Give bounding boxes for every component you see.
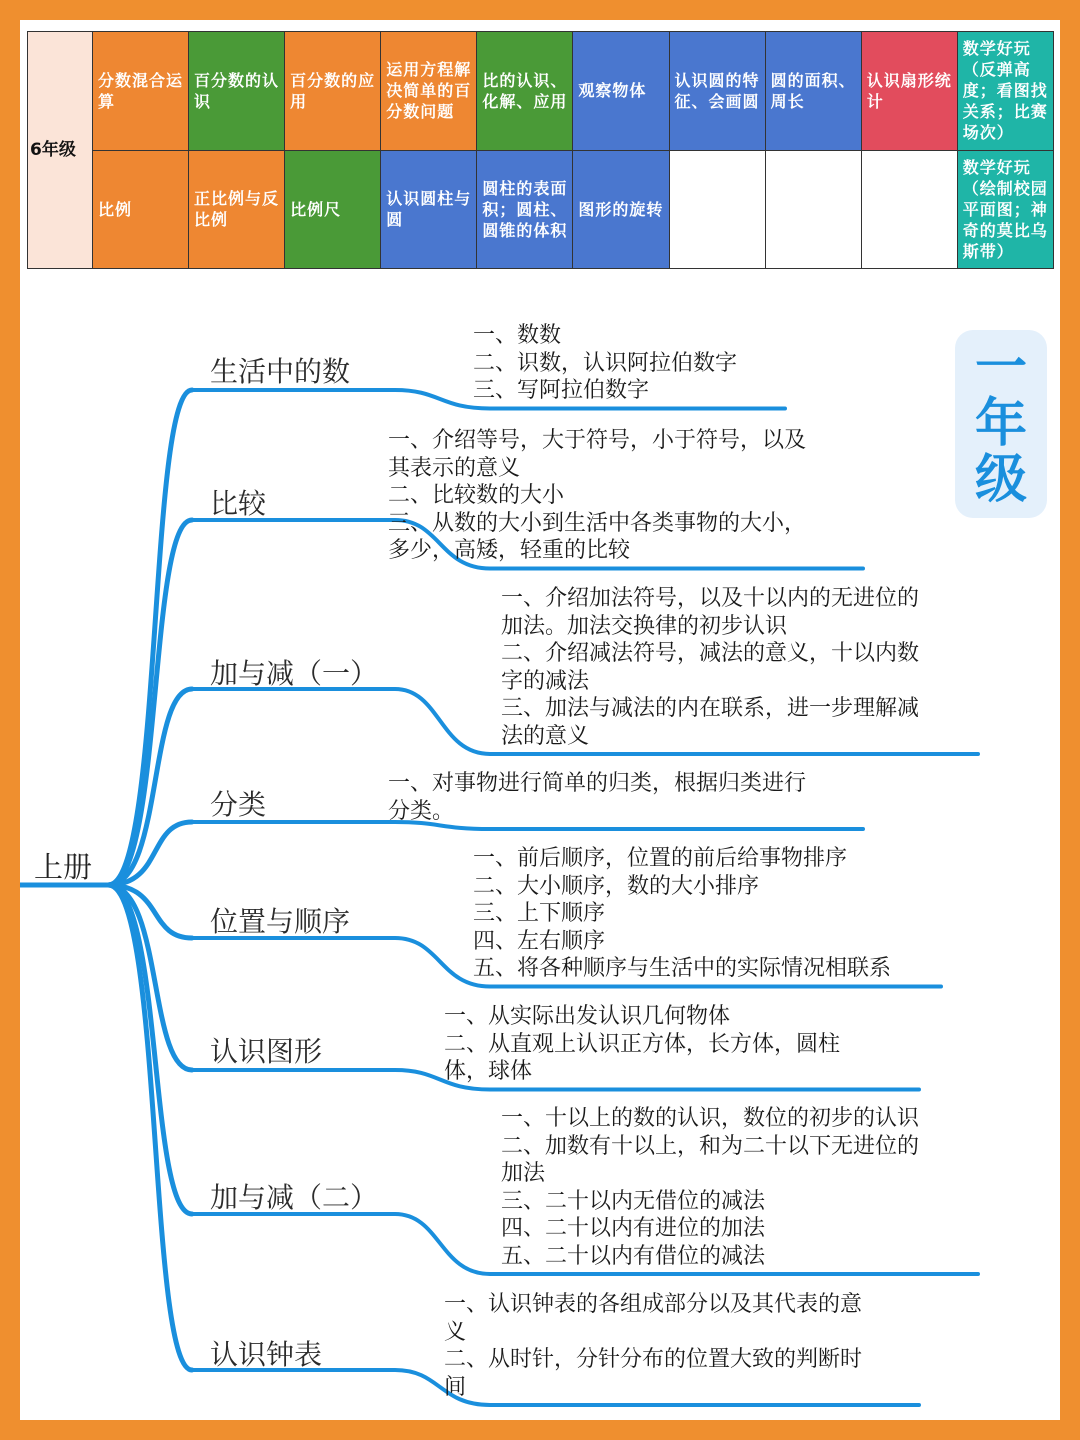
subtopic-line: 五、二十以内有借位的减法 [501, 1243, 766, 1269]
table-cell: 百分数的认识 [189, 32, 285, 151]
subtopic-line: 四、二十以内有进位的加法 [501, 1216, 766, 1241]
table-cell: 圆的面积、周长 [765, 32, 861, 151]
branch-subtopics [473, 845, 891, 983]
subtopic-line: 多少，高矮，轻重的比较 [388, 538, 631, 563]
subtopic-line: 一、十以上的数的认识，数位的初步的认识 [501, 1106, 920, 1131]
branch-label: 位置与顺序 [210, 905, 351, 938]
table-cell: 认识扇形统计 [861, 32, 957, 151]
table-cell: 正比例与反比例 [189, 150, 285, 269]
branch-connector [108, 885, 192, 1070]
branch-label: 比较 [210, 487, 267, 520]
page-frame [20, 20, 1060, 1420]
table-cell: 图形的旋转 [573, 150, 669, 269]
branch-subtopics [501, 1105, 919, 1270]
branch-label: 分类 [210, 788, 267, 821]
mind-map [20, 20, 1060, 1420]
branch-subtopics [501, 585, 919, 750]
subtopic-line: 一、介绍加法符号，以及十以内的无进位的 [501, 586, 920, 611]
subtopic-line: 三、从数的大小到生活中各类事物的大小， [388, 510, 807, 536]
branch-subtopics [444, 1291, 862, 1401]
subtopic-line: 义 [444, 1319, 467, 1345]
branch-subtopics [473, 322, 737, 405]
subtopic-line: 二、介绍减法符号，减法的意义，十以内数 [501, 641, 920, 666]
grade-badge [955, 330, 1047, 518]
subtopic-line: 间 [444, 1374, 467, 1400]
branch-label: 认识钟表 [210, 1338, 323, 1371]
subtopic-line: 二、比较数的大小 [388, 483, 565, 508]
subtopic-line: 分类。 [388, 798, 455, 824]
root-label-shangce: 上册 [34, 850, 93, 884]
branch-label: 生活中的数 [210, 355, 351, 388]
subtopic-line: 一、从实际出发认识几何物体 [444, 1004, 731, 1029]
grade-label-cell: 6年级 [28, 32, 93, 269]
subtopic-line: 字的减法 [501, 668, 590, 694]
subtopic-line: 一、认识钟表的各组成部分以及其代表的意 [444, 1292, 863, 1317]
subtopic-line: 五、将各种顺序与生活中的实际情况相联系 [473, 956, 892, 981]
badge-char: 一 [974, 338, 1027, 398]
subtopic-line: 三、加法与减法的内在联系，进一步理解减 [501, 696, 920, 721]
subtopic-line: 一、对事物进行简单的归类，根据归类进行 [388, 771, 807, 796]
subtopic-line: 一、介绍等号，大于符号，小于符号，以及 [388, 428, 807, 453]
subtopic-line: 其表示的意义 [388, 455, 521, 481]
table-cell: 圆柱的表面积；圆柱、圆锥的体积 [477, 150, 573, 269]
table-cell: 数学好玩（绘制校园平面图；神奇的莫比乌斯带） [957, 150, 1053, 269]
subtopic-line: 加法 [501, 1161, 546, 1186]
table-cell: 百分数的应用 [285, 32, 381, 151]
subtopic-line: 一、前后顺序，位置的前后给事物排序 [473, 846, 848, 871]
branch-subtopics [388, 770, 806, 825]
table-cell: 运用方程解决简单的百分数问题 [381, 32, 477, 151]
subtopic-line: 一、数数 [473, 323, 562, 348]
table-cell: 认识圆的特征、会画圆 [669, 32, 765, 151]
subtopic-line: 三、写阿拉伯数字 [473, 378, 650, 403]
table-cell: 比的认识、化解、应用 [477, 32, 573, 151]
subtopic-line: 二、识数，认识阿拉伯数字 [473, 350, 738, 376]
subtopic-line: 二、从直观上认识正方体，长方体，圆柱 [444, 1031, 841, 1057]
branch-subtopics [444, 1003, 840, 1086]
table-cell: 分数混合运算 [92, 32, 188, 151]
table-cell: 比例尺 [285, 150, 381, 269]
branch-label: 加与减（二） [210, 1181, 379, 1214]
branch-label: 加与减（一） [210, 657, 379, 690]
subtopic-line: 二、大小顺序，数的大小排序 [473, 873, 760, 899]
badge-char: 年 [974, 394, 1027, 454]
subtopic-line: 法的意义 [501, 723, 590, 749]
table-cell: 认识圆柱与圆 [381, 150, 477, 269]
subtopic-line: 四、左右顺序 [473, 928, 606, 954]
branch-subtopics [388, 427, 806, 565]
subtopic-line: 二、加数有十以上，和为二十以下无进位的 [501, 1133, 920, 1159]
badge-char: 级 [974, 450, 1027, 510]
subtopic-line: 体，球体 [444, 1059, 533, 1084]
subtopic-line: 三、二十以内无借位的减法 [501, 1188, 766, 1214]
subtopic-line: 二、从时针，分针分布的位置大致的判断时 [444, 1347, 863, 1372]
subtopic-line: 三、上下顺序 [473, 901, 606, 926]
branch-label: 认识图形 [210, 1035, 323, 1068]
table-cell: 比例 [92, 150, 188, 269]
table-cell: 观察物体 [573, 32, 669, 151]
table-cell: 数学好玩（反弹高度；看图找关系；比赛场次） [957, 32, 1053, 151]
subtopic-line: 加法。加法交换律的初步认识 [501, 613, 788, 639]
